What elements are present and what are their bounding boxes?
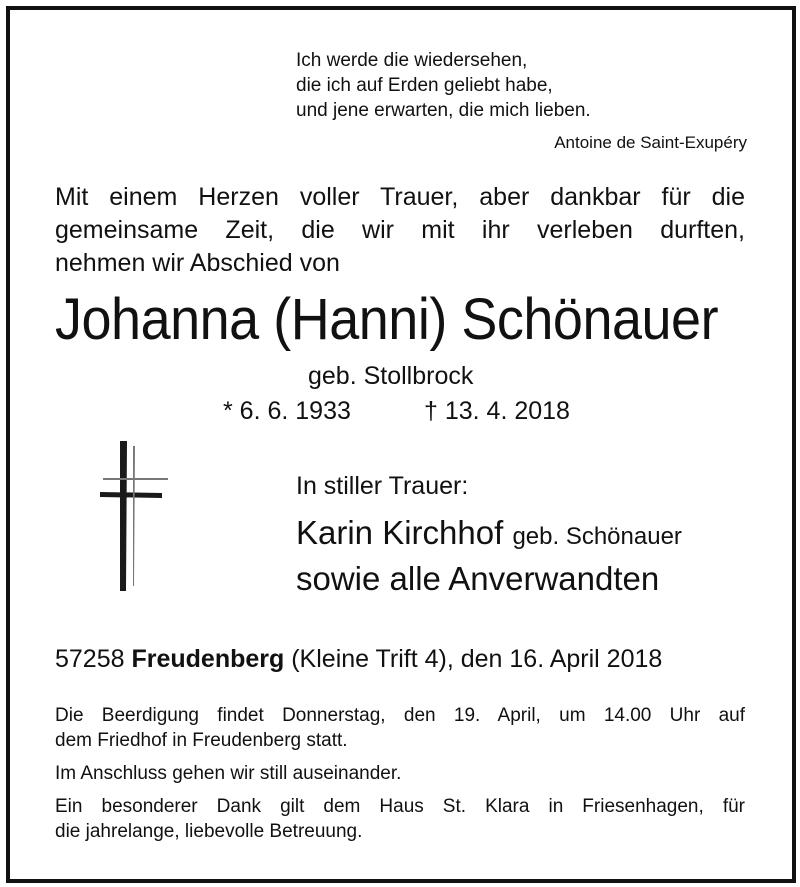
city: Freudenberg: [131, 645, 285, 673]
intro-line-3: nehmen wir Abschied von: [55, 249, 340, 277]
relatives: sowie alle Anverwandten: [296, 560, 660, 597]
intro-line-1: Mit einem Herzen voller Trauer, aber dankbar für die: [55, 183, 745, 211]
deceased-birth-name: geb. Stollbrock: [308, 362, 474, 390]
mourner-main: [296, 514, 682, 552]
intro-text: [55, 181, 745, 280]
zip-code: 57258: [55, 645, 125, 673]
mourner-birth-name: geb. Schönauer: [512, 523, 682, 550]
farewell-line: Im Anschluss gehen wir still auseinander.: [55, 763, 402, 784]
mourners-label: In stiller Trauer:: [296, 472, 469, 500]
quote-author: Antoine de Saint-Exupéry: [554, 133, 747, 152]
mourner-name: Karin Kirchhof: [296, 514, 504, 551]
thanks-line-2: die jahrelange, liebevolle Betreuung.: [55, 821, 363, 842]
farewell-notice: [55, 761, 745, 786]
funeral-line-2: dem Friedhof in Freudenberg statt.: [55, 730, 348, 751]
quote-line-1: Ich werde die wiedersehen,: [296, 50, 528, 71]
address-date: (Kleine Trift 4), den 16. April 2018: [291, 645, 663, 673]
intro-line-2: gemeinsame Zeit, die wir mit ihr verleben durften,: [55, 216, 745, 244]
birth-date: * 6. 6. 1933: [223, 397, 351, 425]
funeral-notice: [55, 703, 745, 753]
cross-icon: [98, 441, 170, 591]
thanks-notice: [55, 794, 745, 844]
deceased-name: Johanna (Hanni) Schönauer: [55, 287, 719, 352]
death-date: † 13. 4. 2018: [424, 397, 570, 425]
thanks-line-1: Ein besonderer Dank gilt dem Haus St. Klara in Friesenhagen, für: [55, 796, 745, 817]
quote-line-3: und jene erwarten, die mich lieben.: [296, 100, 591, 121]
place-date-line: [55, 645, 662, 674]
funeral-line-1: Die Beerdigung findet Donnerstag, den 19. April, um 14.00 Uhr auf: [55, 705, 745, 726]
quote-line-2: die ich auf Erden geliebt habe,: [296, 75, 553, 96]
